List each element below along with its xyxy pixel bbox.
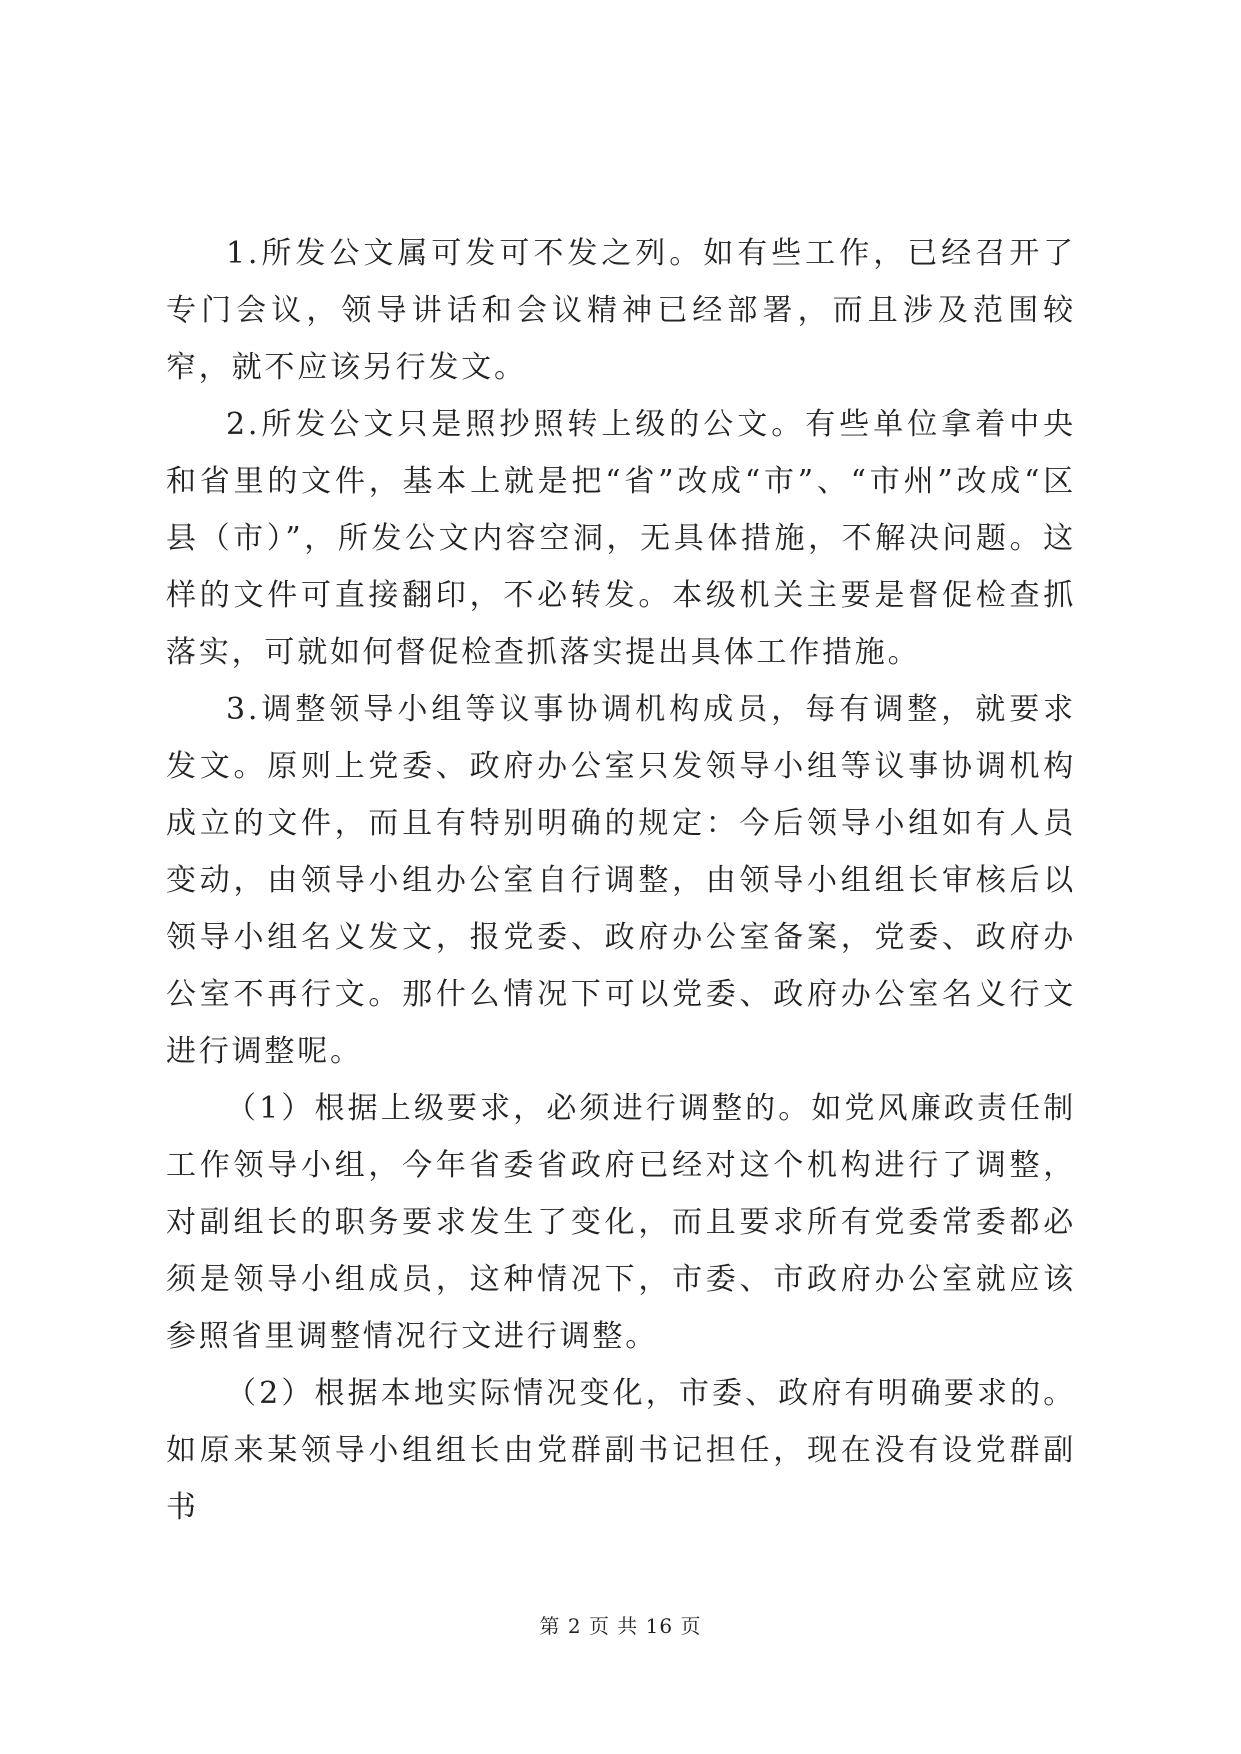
paragraph-1: 1.所发公文属可发可不发之列。如有些工作，已经召开了专门会议，领导讲话和会议精神已经部署，而且涉及范围较窄，就不应该另行发文。	[166, 236, 1076, 385]
paragraph-2: 2.所发公文只是照抄照转上级的公文。有些单位拿着中央和省里的文件，基本上就是把“省”改成“市”、“市州”改成“区县（市）”，所发公文内容空洞，无具体措施，不解决问题。这样的文件可直接翻印，不必转发。本级机关主要是督促检查抓落实，可就如何督促检查抓落实提出具体工作措施。	[166, 407, 1076, 670]
paragraph-4: （1）根据上级要求，必须进行调整的。如党风廉政责任制工作领导小组，今年省委省政府已经对这个机构进行了调整，对副组长的职务要求发生了变化，而且要求所有党委常委都必须是领导小组成员，这种情况下，市委、市政府办公室就应该参照省里调整情况行文进行调整。	[166, 1091, 1076, 1354]
paragraph-5: （2）根据本地实际情况变化，市委、政府有明确要求的。如原来某领导小组组长由党群副书记担任，现在没有设党群副书	[166, 1376, 1076, 1525]
document-body	[166, 225, 1076, 1536]
paragraph-3: 3.调整领导小组等议事协调机构成员，每有调整，就要求发文。原则上党委、政府办公室只发领导小组等议事协调机构成立的文件，而且有特别明确的规定：今后领导小组如有人员变动，由领导小组办公室自行调整，由领导小组组长审核后以领导小组名义发文，报党委、政府办公室备案，党委、政府办公室不再行文。那什么情况下可以党委、政府办公室名义行文进行调整呢。	[166, 692, 1076, 1069]
page-footer: 第 2 页 共 16 页	[539, 1614, 702, 1638]
